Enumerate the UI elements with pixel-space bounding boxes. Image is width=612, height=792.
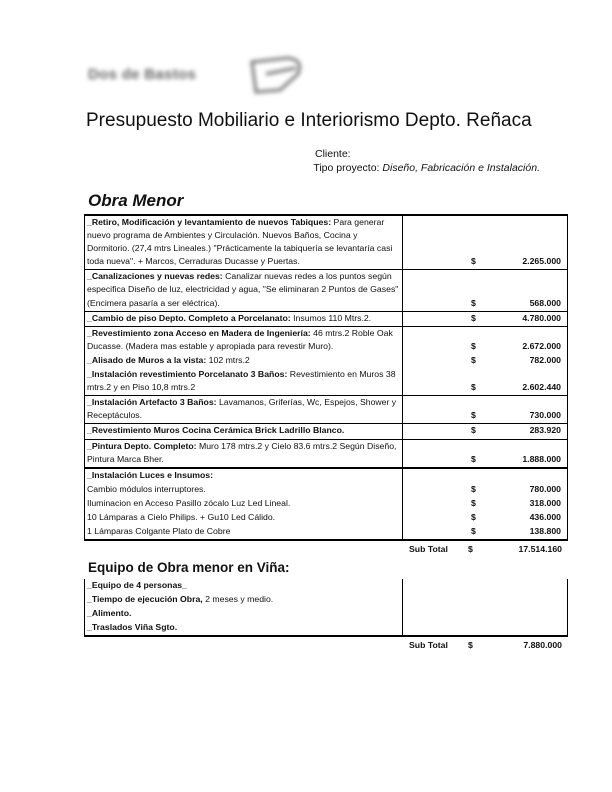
item-heading: _Instalación Artefacto 3 Baños:: [87, 397, 217, 408]
project-type-value: Diseño, Fabricación e Instalación.: [382, 162, 540, 174]
item-detail: Muro 178 mtrs.2 y Cielo 83.6 mtrs.2 Según Diseño, Pintura Marca Bher.: [87, 440, 397, 464]
page-title: Presupuesto Mobiliario e Interiorismo Depto. Reñaca: [86, 110, 532, 131]
item-amount-cell: [403, 525, 568, 540]
currency-symbol: $: [471, 256, 476, 267]
item-heading: _Tiempo de ejecución Obra,: [87, 594, 203, 605]
equipo-table: [84, 579, 568, 637]
item-amount-cell: [403, 483, 568, 497]
subtotal-label: Sub Total: [409, 544, 448, 554]
item-amount: 4.780.000: [522, 312, 561, 323]
item-heading: _Cambio de piso Depto. Completo a Porcelanato:: [87, 312, 291, 323]
currency-symbol: $: [471, 526, 476, 537]
item-amount: 782.000: [529, 354, 561, 365]
currency-symbol: $: [471, 425, 476, 436]
subtotal-currency: $: [468, 640, 473, 650]
item-amount-cell: [403, 368, 568, 396]
item-heading: _Alisado de Muros a la vista:: [87, 354, 207, 365]
table-row: [85, 525, 568, 540]
item-heading: _Pintura Depto. Completo:: [87, 440, 197, 451]
item-description: [85, 368, 403, 396]
item-amount: 2.672.000: [522, 340, 561, 351]
logo-mark-icon: [246, 52, 310, 98]
item-heading: _Equipo de 4 personas_: [87, 580, 187, 590]
company-logo: [86, 52, 326, 98]
item-amount: 436.000: [529, 511, 561, 522]
table-row: [85, 396, 568, 424]
currency-symbol: $: [471, 382, 476, 393]
item-amount: 2.602.440: [522, 382, 561, 393]
table-row: [85, 511, 568, 525]
obra-menor-table: [84, 214, 568, 541]
item-amount-cell: [403, 593, 568, 607]
item-description: [85, 621, 403, 636]
table-row: [85, 439, 568, 468]
currency-symbol: $: [471, 354, 476, 365]
item-description: [85, 326, 403, 354]
item-amount: 318.000: [529, 497, 561, 508]
section-title-obra-menor: Obra Menor: [88, 191, 184, 210]
item-amount-cell: [403, 511, 568, 525]
item-description: [85, 483, 403, 497]
item-description: [85, 311, 403, 326]
item-heading: _Revestimiento Muros Cocina Cerámica Brick Ladrillo Blanco.: [87, 425, 345, 436]
item-detail: 46 mtrs.2 Roble Oak Ducasse. (Madera mas estable y apropiada para revestir Muro).: [87, 327, 393, 351]
currency-symbol: $: [471, 312, 476, 323]
currency-symbol: $: [471, 340, 476, 351]
item-amount-cell: [403, 468, 568, 483]
item-description: [85, 354, 403, 368]
item-heading: _Canalizaciones y nuevas redes:: [87, 271, 223, 282]
table-row: [85, 326, 568, 354]
item-description: [85, 607, 403, 621]
table-row: [85, 215, 568, 270]
obra-menor-subtotal: [84, 542, 568, 556]
currency-symbol: $: [471, 453, 476, 464]
item-amount-cell: [403, 424, 568, 439]
item-heading: _Retiro, Modificación y levantamiento de nuevos Tabiques:: [87, 217, 332, 227]
item-detail: Canalizar nuevas redes a los puntos según especifica Diseño de luz, electricidad y agua, "Se eliminaran 2 Puntos de Gases" (Encimera pasaría a ser eléctrica).: [87, 271, 399, 308]
item-heading: _Revestimiento zona Acceso en Madera de Ingeniería:: [87, 327, 311, 338]
subtotal-currency: $: [468, 544, 473, 554]
item-heading: _Alimento.: [87, 608, 132, 619]
item-detail: 1 Lámparas Colgante Plato de Cobre: [87, 526, 231, 537]
table-row: [85, 368, 568, 396]
item-amount: 1.888.000: [522, 453, 561, 464]
table-row: [85, 270, 568, 311]
currency-symbol: $: [471, 297, 476, 308]
item-amount-cell: [403, 354, 568, 368]
item-detail: Cambio módulos interruptores.: [87, 483, 206, 494]
item-description: [85, 424, 403, 439]
item-amount-cell: [403, 326, 568, 354]
table-row: [85, 424, 568, 439]
item-description: [85, 593, 403, 607]
item-detail: 2 meses y medio.: [202, 594, 274, 605]
item-amount-cell: [403, 215, 568, 270]
item-amount-cell: [403, 439, 568, 468]
item-description: [85, 439, 403, 468]
table-row: [85, 354, 568, 368]
item-detail: Insumos 110 Mtrs.2.: [290, 312, 372, 323]
item-description: [85, 468, 403, 483]
item-description: [85, 579, 403, 593]
table-row: [85, 593, 568, 607]
item-amount-cell: [403, 579, 568, 593]
item-detail: Para generar nuevo programa de Ambientes y Circulación. Nuevos Baños, Cocina y Dormitorio. (27,4 mtrs Lineales.) "Prácticamente la tabiquería se levantaría casi toda nueva". + Marcos, Cerraduras Ducasse y Puertas.: [87, 217, 393, 267]
item-amount-cell: [403, 497, 568, 511]
item-heading: _Instalación revestimiento Porcelanato 3 Baños:: [87, 369, 288, 380]
section-title-equipo: Equipo de Obra menor en Viña:: [88, 560, 290, 575]
item-amount: 780.000: [529, 483, 561, 494]
item-amount: 138.800: [529, 526, 561, 537]
table-row: [85, 311, 568, 326]
item-detail: 10 Lámparas a Cielo Philips. + Gu10 Led Cálido.: [87, 511, 276, 522]
currency-symbol: $: [471, 497, 476, 508]
item-amount: 2.265.000: [522, 256, 561, 267]
item-detail: 102 mtrs.2: [206, 354, 250, 365]
item-amount-cell: [403, 311, 568, 326]
item-description: [85, 511, 403, 525]
item-amount-cell: [403, 270, 568, 311]
item-amount: 730.000: [529, 410, 561, 421]
table-row: [85, 607, 568, 621]
currency-symbol: $: [471, 511, 476, 522]
item-amount-cell: [403, 607, 568, 621]
item-description: [85, 215, 403, 270]
subtotal-label: Sub Total: [409, 640, 448, 650]
item-amount-cell: [403, 621, 568, 636]
table-row: [85, 468, 568, 483]
item-heading: _Instalación Luces e Insumos:: [87, 469, 214, 480]
table-row: [85, 497, 568, 511]
item-detail: Lavamanos, Griferías, Wc, Espejos, Shower y Receptáculos.: [87, 397, 397, 421]
logo-text: Dos de Bastos: [88, 66, 197, 83]
item-detail: Iluminacion en Acceso Pasillo zócalo Luz Led Lineal.: [87, 497, 291, 508]
item-description: [85, 396, 403, 424]
table-row: [85, 579, 568, 593]
subtotal-value: 7.880.000: [523, 640, 562, 650]
item-detail: Revestimiento en Muros 38 mtrs.2 y en Piso 10,8 mtrs.2: [87, 369, 396, 393]
item-description: [85, 270, 403, 311]
project-type-label: Tipo proyecto:: [313, 162, 380, 174]
currency-symbol: $: [471, 483, 476, 494]
item-amount: 568.000: [529, 297, 561, 308]
item-amount-cell: [403, 396, 568, 424]
currency-symbol: $: [471, 410, 476, 421]
table-row: [85, 621, 568, 636]
equipo-subtotal: [84, 638, 568, 652]
client-label: Cliente:: [315, 148, 351, 160]
project-type: [313, 162, 540, 174]
subtotal-value: 17.514.160: [518, 544, 562, 554]
item-description: [85, 525, 403, 540]
item-heading: _Traslados Viña Sgto.: [87, 622, 178, 633]
item-description: [85, 497, 403, 511]
table-row: [85, 483, 568, 497]
item-amount: 283.920: [529, 425, 561, 436]
